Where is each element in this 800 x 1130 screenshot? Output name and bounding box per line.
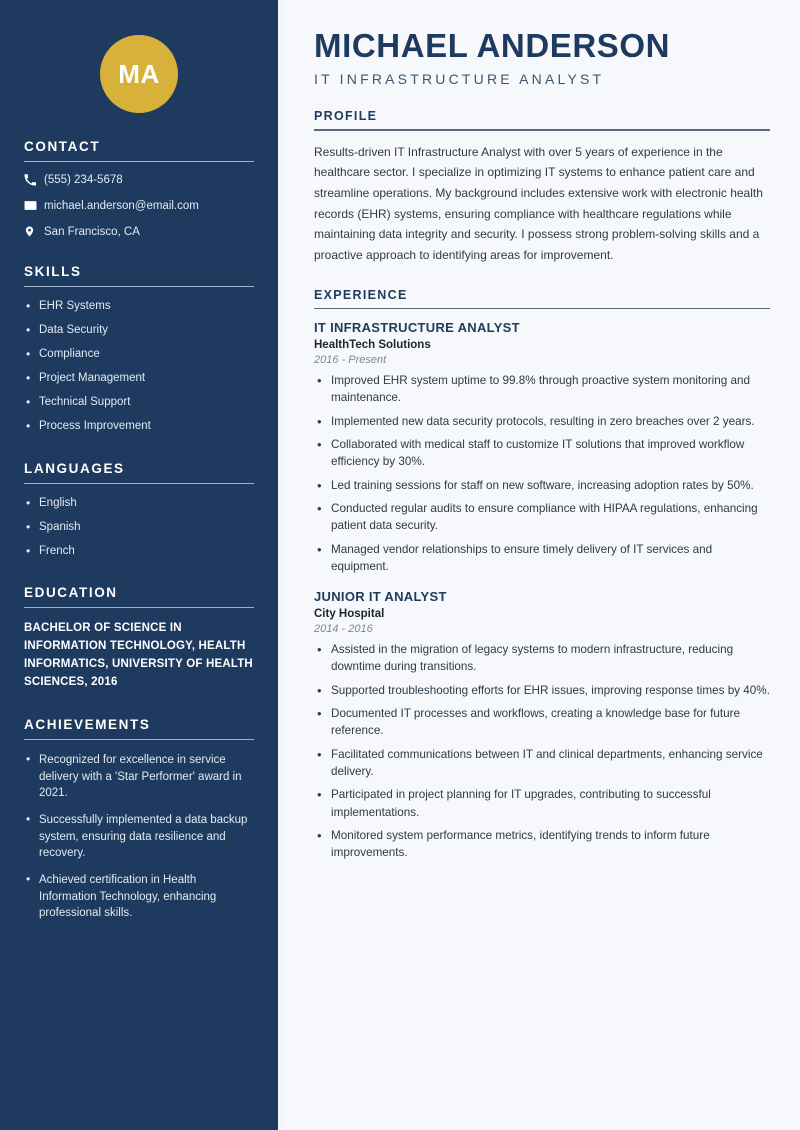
list-item: • Documented IT processes and workflows, creating a knowledge base for future reference. [314,705,770,740]
list-item: • French [24,544,254,560]
profile-section [314,109,770,265]
list-item: • Monitored system performance metrics, identifying trends to inform future improvements. [314,827,770,862]
list-item: • Facilitated communications between IT and clinical departments, enhancing service delivery. [314,746,770,781]
list-item: • Led training sessions for staff on new software, increasing adoption rates by 50%. [314,477,770,494]
list-item: • Participated in project planning for IT upgrades, contributing to successful implementations. [314,786,770,821]
skills-list [24,299,254,435]
profile-divider [314,129,770,131]
job-bullet-list [314,641,770,861]
envelope-icon [24,199,44,212]
list-item: • Recognized for excellence in service delivery with a 'Star Performer' award in 2021. [24,752,254,801]
list-item: • Spanish [24,520,254,536]
job-dates: 2016 - Present [314,354,387,367]
experience-entry [314,589,770,861]
languages-divider [24,483,254,484]
achievements-section [0,717,278,921]
experience-divider [314,308,770,310]
avatar: MA [100,35,178,113]
skills-section [0,264,278,435]
skills-divider [24,286,254,287]
languages-heading: LANGUAGES [24,460,125,476]
contact-divider [24,161,254,162]
phone-icon [24,174,44,186]
profile-heading: PROFILE [314,109,378,124]
list-item: • Process Improvement [24,419,254,435]
phone-value: (555) 234-5678 [44,174,123,186]
list-item: • Collaborated with medical staff to customize IT solutions that improved workflow efficiency by 30%. [314,436,770,471]
main-content [284,0,800,1130]
contact-section [0,139,278,238]
achievements-list [24,752,254,921]
achievements-heading: ACHIEVEMENTS [24,717,151,733]
contact-phone-row[interactable] [24,174,254,186]
list-item: • Technical Support [24,395,254,411]
experience-heading: EXPERIENCE [314,287,408,302]
education-degree: BACHELOR OF SCIENCE IN INFORMATION TECHNOLOGY, HEALTH INFORMATICS, UNIVERSITY OF HEALTH SCIENCES, 2016 [24,622,253,688]
sidebar [0,0,278,1130]
location-value: San Francisco, CA [44,225,140,238]
list-item: • Conducted regular audits to ensure compliance with HIPAA regulations, enhancing patient data security. [314,500,770,535]
job-bullet-list [314,372,770,575]
list-item: • Achieved certification in Health Information Technology, enhancing professional skills. [24,872,254,921]
job-title: IT INFRASTRUCTURE ANALYST [314,320,520,336]
email-value: michael.anderson@email.com [44,199,199,212]
profile-text: Results-driven IT Infrastructure Analyst with over 5 years of experience in the healthcare sector. I specialize in optimizing IT systems to enhance patient care and streamline operations. My background includes extensive work with electronic health records (EHR) systems, ensuring compliance with healthcare regulations while maintaining data integrity and security. I possess strong problem-solving skills and a proactive approach to identifying areas for improvement. [314,144,763,262]
list-item: • Successfully implemented a data backup system, ensuring data resilience and recovery. [24,812,254,861]
contact-location-row[interactable] [24,225,254,238]
job-dates: 2014 - 2016 [314,623,373,636]
contact-heading: CONTACT [24,139,101,154]
education-divider [24,607,254,608]
education-heading: EDUCATION [24,585,118,601]
list-item: • Managed vendor relationships to ensure timely delivery of IT services and equipment. [314,541,770,576]
list-item: • Assisted in the migration of legacy systems to modern infrastructure, reducing downtime during transitions. [314,641,770,676]
map-pin-icon [24,225,44,238]
list-item: • Project Management [24,371,254,387]
job-company: City Hospital [314,608,385,621]
list-item: • Supported troubleshooting efforts for EHR issues, improving response times by 40%. [314,682,770,699]
list-item: • EHR Systems [24,299,254,315]
avatar-container [0,0,278,113]
education-section [0,585,278,691]
skills-heading: SKILLS [24,264,82,279]
languages-section [0,461,278,560]
job-company: HealthTech Solutions [314,339,431,352]
list-item: • Compliance [24,347,254,363]
achievements-divider [24,739,254,740]
contact-email-row[interactable] [24,199,254,212]
list-item: • Improved EHR system uptime to 99.8% through proactive system monitoring and maintenance. [314,372,770,407]
job-role-subtitle: IT INFRASTRUCTURE ANALYST [314,71,605,88]
page-title: MICHAEL ANDERSON [314,27,671,64]
experience-section [314,288,770,862]
list-item: • English [24,496,254,512]
list-item: • Data Security [24,323,254,339]
job-title: JUNIOR IT ANALYST [314,589,447,605]
languages-list [24,496,254,560]
experience-entry [314,320,770,575]
list-item: • Implemented new data security protocols, resulting in zero breaches over 2 years. [314,413,770,430]
